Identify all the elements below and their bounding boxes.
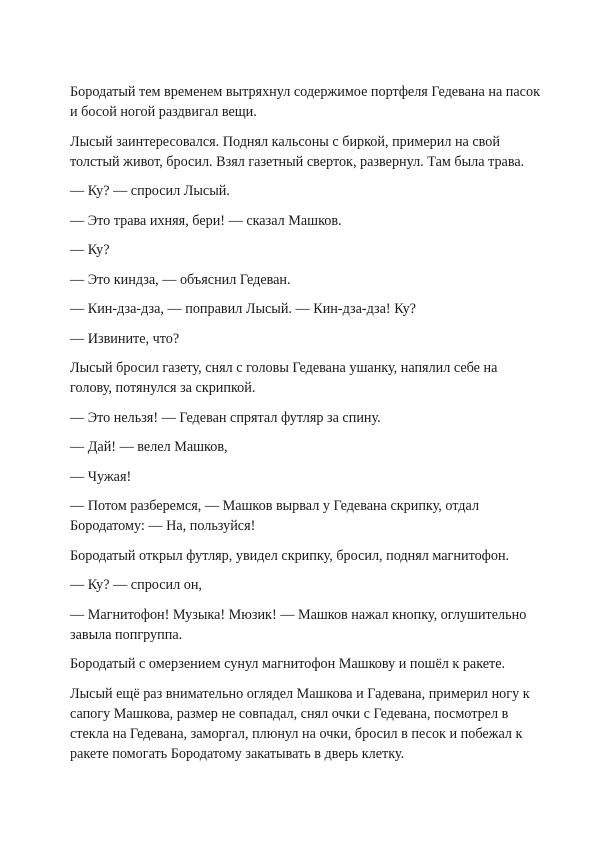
paragraph: Лысый ещё раз внимательно оглядел Машкова и Гадевана, примерил ногу к сапогу Машкова, размер не совпадал, снял очки с Гедевана, посмотрел в стекла на Гедевана, заморгал, плюнул на очки, бросил в песок и побежал к ракете помогать Бородатому закатывать в дверь клетку. xyxy=(70,685,530,762)
paragraph: — Это нельзя! — Гедеван спрятал футляр за спину. xyxy=(70,409,381,426)
document-page xyxy=(70,82,540,773)
paragraph: — Кин-дза-дза, — поправил Лысый. — Кин-дза-дза! Ку? xyxy=(70,301,416,317)
paragraph: — Извините, что? xyxy=(70,330,180,347)
paragraph: Бородатый тем временем вытряхнул содержимое портфеля Гедевана на пасок и босой ногой раздвигал вещи. xyxy=(70,84,540,120)
paragraph: Лысый заинтересовался. Поднял кальсоны с биркой, примерил на свой толстый живот, бросил. Взял газетный сверток, развернул. Там была трава. xyxy=(70,133,525,170)
paragraph: — Магнитофон! Музыка! Мюзик! — Машков нажал кнопку, оглушительно завыла попгруппа. xyxy=(70,606,527,643)
paragraph: Лысый бросил газету, снял с головы Гедевана ушанку, напялил себе на голову, потянулся за скрипкой. xyxy=(70,360,498,396)
paragraph: — Потом разберемся, — Машков вырвал у Гедевана скрипку, отдал Бородатому: — На, пользуйся! xyxy=(70,498,480,534)
paragraph: — Ку? xyxy=(70,242,110,258)
paragraph: — Это киндза, — объяснил Гедеван. xyxy=(70,271,291,288)
paragraph: Бородатый открыл футляр, увидел скрипку, бросил, поднял магнитофон. xyxy=(70,547,510,564)
paragraph: — Ку? — спросил он, xyxy=(70,577,202,593)
paragraph: Бородатый с омерзением сунул магнитофон Машкову и пошёл к ракете. xyxy=(70,656,506,672)
paragraph: — Ку? — спросил Лысый. xyxy=(70,183,230,199)
paragraph: — Это трава ихняя, бери! — сказал Машков. xyxy=(70,212,342,229)
paragraph: — Дай! — велел Машков, xyxy=(70,439,228,455)
paragraph: — Чужая! xyxy=(70,468,132,485)
